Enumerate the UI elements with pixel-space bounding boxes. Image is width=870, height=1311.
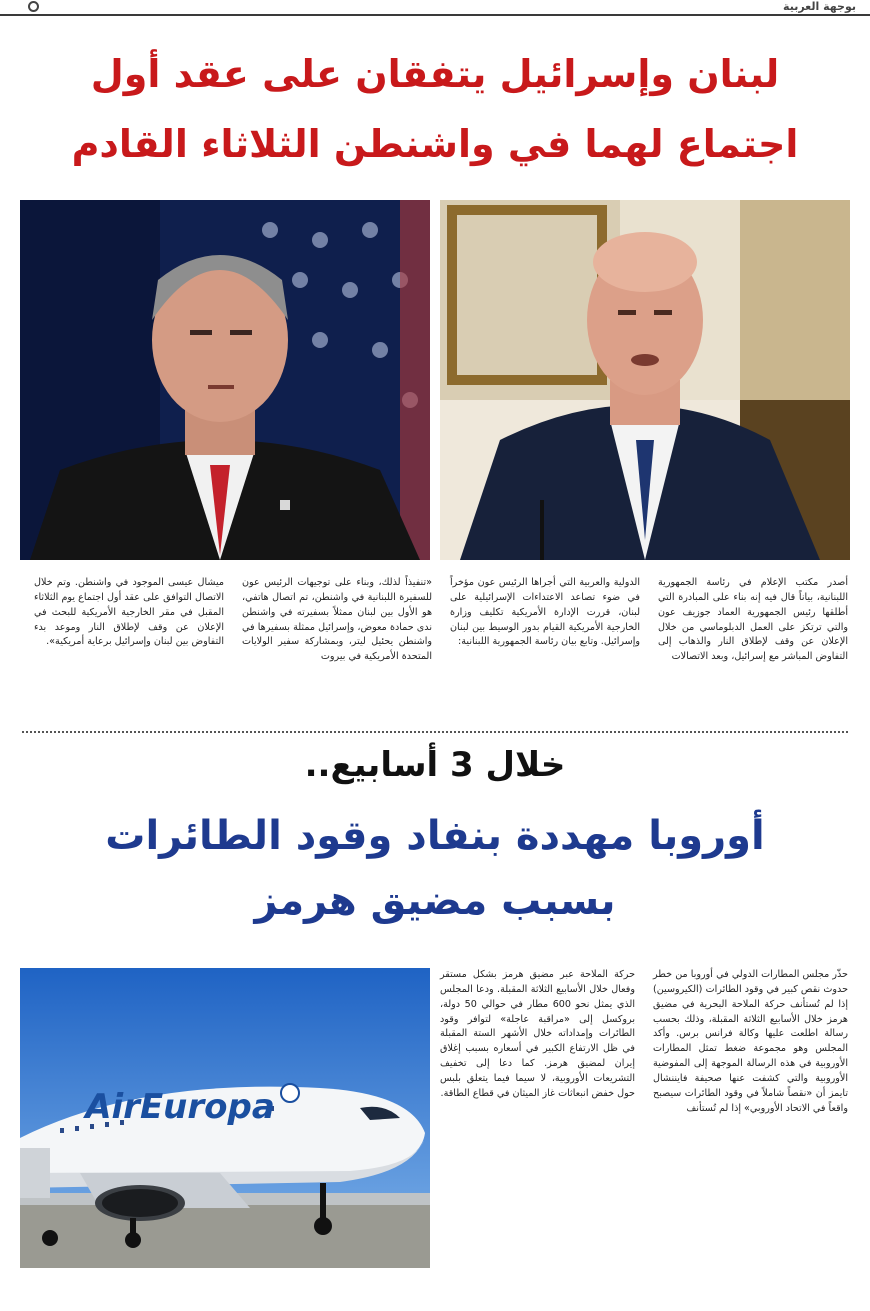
- story1-column-4: ميشال عيسى الموجود في واشنطن. وتم خلال الاتصال التوافق على عقد أول اجتماع يوم الثلاثاء المقبل في مقر الخارجية الأمريكية للبحث في الإعلان عن وقف لإطلاق النار وموعد بدء التفاوض بين لبنان وإسرائيل برعاية أمريكية».: [34, 577, 224, 648]
- story2-headline-line1: أوروبا مهددة بنفاد وقود الطائرات: [105, 813, 765, 859]
- logo-mark-icon: [28, 1, 39, 12]
- newspaper-name: بوجهة العربية: [783, 0, 856, 13]
- photo-aircraft: [20, 968, 430, 1268]
- story1-headline-line1: لبنان وإسرائيل يتفقان على عقد أول: [90, 52, 780, 96]
- aircraft-livery-text: AirEuropa: [85, 1087, 275, 1127]
- photo-lebanese-official: [440, 200, 850, 560]
- photo-israeli-official: [20, 200, 430, 560]
- story1-column-1: أصدر مكتب الإعلام في رئاسة الجمهورية اللبنانية، بياناً قال فيه إنه بناء على المبادرة التي أطلقها رئيس الجمهورية العماد جوزيف عون والتي ترتكز على العمل الدبلوماسي من خلال الإعلان عن وقف لإطلاق النار والذهاب إلى التفاوض المباشر مع إسرائيل، وبعد الاتصالات: [658, 577, 848, 663]
- masthead: [0, 0, 870, 16]
- story1-column-3: «تنفيذاً لذلك، وبناء على توجيهات الرئيس عون للسفيرة اللبنانية في واشنطن، تم اتصال هاتفي، هو الأول بين لبنان ممثلاً بسفيرته في واشنطن ندى حمادة معوض، وإسرائيل ممثلة بسفيرها في واشنطن يحئيل ليتر، وبمشاركة سفير الولايات المتحدة الأمريكية في بيروت: [242, 577, 432, 663]
- story1-headline-line2: اجتماع لهما في واشنطن الثلاثاء القادم: [71, 122, 799, 166]
- story1-column-2: الدولية والعربية التي أجراها الرئيس عون مؤخراً في ضوء تصاعد الاعتداءات الإسرائيلية على لبنان، قررت الإدارة الأمريكية تكليف وزارة الخارجية الأمريكية القيام بدور الوسيط بين لبنان وإسرائيل. وتابع بيان رئاسة الجمهورية اللبنانية:: [450, 577, 640, 648]
- story2-column-2: حركة الملاحة عبر مضيق هرمز بشكل مستقر وفعال خلال الأسابيع الثلاثة المقبلة. ودعا المجلس الذي يمثل نحو 600 مطار في حوالي 50 دولة، بروكسل إلى «مراقبة عاجلة» لتوافر وقود الطائرات وإمداداته خلال الأشهر الستة المقبلة في ظل الارتفاع الكبير في أسعاره بسبب إغلاق إيران لمضيق هرمز. كما دعا إلى تخفيف التشريعات الأوروبية، لا سيما فيما يتعلق بلبس حول خفض انبعاثات غاز الميثان في قطاع الطاقة.: [440, 969, 635, 1099]
- section-divider: [22, 731, 848, 733]
- story2-kicker: خلال 3 أسابيع..: [304, 745, 566, 785]
- story2-body: [440, 968, 848, 1273]
- story2-column-1: حذّر مجلس المطارات الدولي في أوروبا من خطر حدوث نقص كبير في وقود الطائرات (الكيروسين) إذا لم تُستأنف حركة الملاحة البحرية في مضيق هرمز خلال الأسابيع الثلاثة المقبلة، وذلك بحسب رسالة اطلعت عليها وكالة فرانس برس. وأكد المجلس وهو مجموعة ضغط تمثل المطارات الأوروبية في هذه الرسالة الموجهة إلى المفوضية الأوروبية والتي كشفت عنها صحيفة فايننشال تايمز أن «نقصاً شاملاً في وقود الطائرات سيصبح واقعاً في الاتحاد الأوروبي» إذا لم تُستأنف: [653, 969, 848, 1114]
- story1-body: [22, 576, 848, 726]
- story2-headline-line2: بسبب مضيق هرمز: [254, 878, 616, 924]
